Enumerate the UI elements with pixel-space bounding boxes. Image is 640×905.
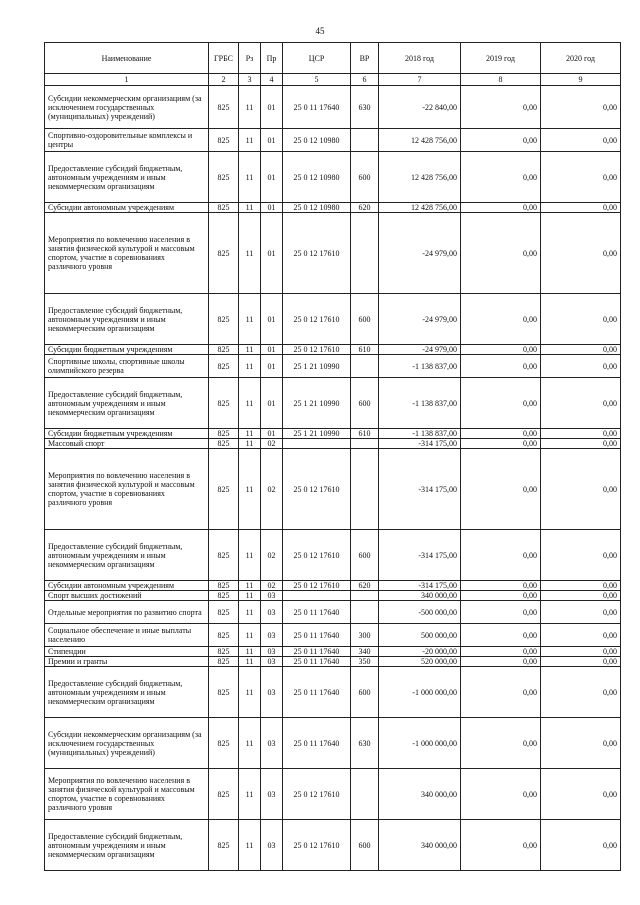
row-name-cell: Мероприятия по вовлечению населения в занятия физической культурой и массовым спортом, участие в соревнованиях различного уровня xyxy=(45,769,209,820)
row-csr-cell xyxy=(283,439,351,449)
column-number: 3 xyxy=(239,74,261,86)
row-2019-cell: 0,00 xyxy=(461,530,541,581)
row-pr-cell: 01 xyxy=(261,152,283,203)
row-2019-cell: 0,00 xyxy=(461,718,541,769)
row-vr-cell: 600 xyxy=(351,820,379,871)
row-name-cell: Субсидии бюджетным учреждениям xyxy=(45,345,209,355)
row-csr-cell: 25 1 21 10990 xyxy=(283,355,351,378)
row-csr-cell: 25 0 11 17640 xyxy=(283,647,351,657)
row-rz-cell: 11 xyxy=(239,355,261,378)
row-name-cell: Субсидии автономным учреждениям xyxy=(45,581,209,591)
row-grbs-cell: 825 xyxy=(209,429,239,439)
row-2020-cell: 0,00 xyxy=(541,718,621,769)
row-pr-cell: 03 xyxy=(261,591,283,601)
row-rz-cell: 11 xyxy=(239,591,261,601)
row-pr-cell: 01 xyxy=(261,429,283,439)
column-number: 1 xyxy=(45,74,209,86)
row-pr-cell: 03 xyxy=(261,769,283,820)
row-2018-cell: -500 000,00 xyxy=(379,601,461,624)
row-2020-cell: 0,00 xyxy=(541,213,621,294)
row-2018-cell: -24 979,00 xyxy=(379,294,461,345)
budget-table xyxy=(44,42,621,871)
row-vr-cell xyxy=(351,769,379,820)
row-grbs-cell: 825 xyxy=(209,439,239,449)
row-2020-cell: 0,00 xyxy=(541,294,621,345)
row-rz-cell: 11 xyxy=(239,769,261,820)
row-2019-cell: 0,00 xyxy=(461,624,541,647)
row-csr-cell: 25 0 12 10980 xyxy=(283,152,351,203)
row-grbs-cell: 825 xyxy=(209,294,239,345)
row-vr-cell xyxy=(351,449,379,530)
row-vr-cell: 610 xyxy=(351,345,379,355)
row-2020-cell: 0,00 xyxy=(541,530,621,581)
row-2020-cell: 0,00 xyxy=(541,429,621,439)
row-pr-cell: 03 xyxy=(261,657,283,667)
row-2019-cell: 0,00 xyxy=(461,429,541,439)
table-row xyxy=(45,429,621,439)
row-grbs-cell: 825 xyxy=(209,86,239,129)
row-csr-cell: 25 0 12 17610 xyxy=(283,345,351,355)
row-rz-cell: 11 xyxy=(239,152,261,203)
row-2020-cell: 0,00 xyxy=(541,345,621,355)
row-name-cell: Субсидии некоммерческим организациям (за исключением государственных (муниципальных) учреждений) xyxy=(45,718,209,769)
row-vr-cell: 600 xyxy=(351,152,379,203)
row-vr-cell: 630 xyxy=(351,86,379,129)
row-name-cell: Спортивные школы, спортивные школы олимпийского резерва xyxy=(45,355,209,378)
row-csr-cell: 25 0 12 17610 xyxy=(283,530,351,581)
row-vr-cell xyxy=(351,601,379,624)
row-grbs-cell: 825 xyxy=(209,647,239,657)
row-rz-cell: 11 xyxy=(239,378,261,429)
row-csr-cell xyxy=(283,591,351,601)
row-csr-cell: 25 0 12 17610 xyxy=(283,213,351,294)
row-pr-cell: 03 xyxy=(261,647,283,657)
row-grbs-cell: 825 xyxy=(209,345,239,355)
row-rz-cell: 11 xyxy=(239,203,261,213)
table-row xyxy=(45,581,621,591)
row-csr-cell: 25 0 11 17640 xyxy=(283,718,351,769)
row-pr-cell: 01 xyxy=(261,378,283,429)
row-rz-cell: 11 xyxy=(239,647,261,657)
row-rz-cell: 11 xyxy=(239,718,261,769)
row-2020-cell: 0,00 xyxy=(541,449,621,530)
header-rz: Рз xyxy=(239,43,261,74)
row-rz-cell: 11 xyxy=(239,449,261,530)
row-2019-cell: 0,00 xyxy=(461,213,541,294)
row-2019-cell: 0,00 xyxy=(461,86,541,129)
column-number: 9 xyxy=(541,74,621,86)
column-number-row xyxy=(45,74,621,86)
row-name-cell: Отдельные мероприятия по развитию спорта xyxy=(45,601,209,624)
row-2020-cell: 0,00 xyxy=(541,581,621,591)
row-pr-cell: 01 xyxy=(261,294,283,345)
row-grbs-cell: 825 xyxy=(209,355,239,378)
row-grbs-cell: 825 xyxy=(209,601,239,624)
row-rz-cell: 11 xyxy=(239,657,261,667)
row-2018-cell: 340 000,00 xyxy=(379,820,461,871)
row-2018-cell: -1 138 837,00 xyxy=(379,378,461,429)
row-2018-cell: -24 979,00 xyxy=(379,345,461,355)
row-2020-cell: 0,00 xyxy=(541,647,621,657)
header-csr: ЦСР xyxy=(283,43,351,74)
row-pr-cell: 01 xyxy=(261,86,283,129)
row-2019-cell: 0,00 xyxy=(461,769,541,820)
table-row xyxy=(45,345,621,355)
row-2018-cell: -24 979,00 xyxy=(379,213,461,294)
row-pr-cell: 02 xyxy=(261,449,283,530)
row-rz-cell: 11 xyxy=(239,439,261,449)
row-2018-cell: -1 000 000,00 xyxy=(379,718,461,769)
row-2018-cell: -20 000,00 xyxy=(379,647,461,657)
row-rz-cell: 11 xyxy=(239,667,261,718)
column-number: 5 xyxy=(283,74,351,86)
table-row xyxy=(45,769,621,820)
row-2018-cell: 340 000,00 xyxy=(379,591,461,601)
table-row xyxy=(45,667,621,718)
row-rz-cell: 11 xyxy=(239,429,261,439)
row-csr-cell: 25 0 11 17640 xyxy=(283,601,351,624)
row-rz-cell: 11 xyxy=(239,530,261,581)
row-grbs-cell: 825 xyxy=(209,213,239,294)
row-2018-cell: -314 175,00 xyxy=(379,581,461,591)
row-2020-cell: 0,00 xyxy=(541,129,621,152)
row-rz-cell: 11 xyxy=(239,820,261,871)
table-row xyxy=(45,591,621,601)
row-2020-cell: 0,00 xyxy=(541,86,621,129)
header-row xyxy=(45,43,621,74)
row-pr-cell: 03 xyxy=(261,718,283,769)
row-name-cell: Спорт высших достижений xyxy=(45,591,209,601)
header-2018: 2018 год xyxy=(379,43,461,74)
row-csr-cell: 25 0 12 17610 xyxy=(283,294,351,345)
table-row xyxy=(45,152,621,203)
row-csr-cell: 25 0 11 17640 xyxy=(283,86,351,129)
header-vr: ВР xyxy=(351,43,379,74)
row-grbs-cell: 825 xyxy=(209,449,239,530)
row-2018-cell: 12 428 756,00 xyxy=(379,129,461,152)
row-2020-cell: 0,00 xyxy=(541,769,621,820)
table-row xyxy=(45,439,621,449)
row-2018-cell: -314 175,00 xyxy=(379,530,461,581)
row-name-cell: Субсидии бюджетным учреждениям xyxy=(45,429,209,439)
row-2019-cell: 0,00 xyxy=(461,439,541,449)
row-2018-cell: -22 840,00 xyxy=(379,86,461,129)
header-name: Наименование xyxy=(45,43,209,74)
row-rz-cell: 11 xyxy=(239,345,261,355)
row-vr-cell xyxy=(351,439,379,449)
table-row xyxy=(45,647,621,657)
row-csr-cell: 25 0 12 10980 xyxy=(283,129,351,152)
row-pr-cell: 01 xyxy=(261,355,283,378)
column-number: 2 xyxy=(209,74,239,86)
row-pr-cell: 01 xyxy=(261,213,283,294)
row-name-cell: Предоставление субсидий бюджетным, автономным учреждениям и иным некоммерческим организациям xyxy=(45,820,209,871)
row-csr-cell: 25 0 12 10980 xyxy=(283,203,351,213)
row-name-cell: Предоставление субсидий бюджетным, автономным учреждениям и иным некоммерческим организациям xyxy=(45,378,209,429)
row-rz-cell: 11 xyxy=(239,129,261,152)
row-grbs-cell: 825 xyxy=(209,657,239,667)
row-2019-cell: 0,00 xyxy=(461,345,541,355)
row-csr-cell: 25 0 11 17640 xyxy=(283,624,351,647)
row-2019-cell: 0,00 xyxy=(461,657,541,667)
row-pr-cell: 03 xyxy=(261,667,283,718)
table-row xyxy=(45,86,621,129)
row-name-cell: Премии и гранты xyxy=(45,657,209,667)
row-name-cell: Спортивно-оздоровительные комплексы и центры xyxy=(45,129,209,152)
row-2019-cell: 0,00 xyxy=(461,449,541,530)
row-2020-cell: 0,00 xyxy=(541,624,621,647)
row-vr-cell: 350 xyxy=(351,657,379,667)
row-csr-cell: 25 0 11 17640 xyxy=(283,657,351,667)
row-2018-cell: 500 000,00 xyxy=(379,624,461,647)
row-2020-cell: 0,00 xyxy=(541,820,621,871)
row-2018-cell: 12 428 756,00 xyxy=(379,152,461,203)
row-2019-cell: 0,00 xyxy=(461,667,541,718)
row-2019-cell: 0,00 xyxy=(461,820,541,871)
page-number: 45 xyxy=(315,26,325,36)
row-2018-cell: 340 000,00 xyxy=(379,769,461,820)
row-csr-cell: 25 0 12 17610 xyxy=(283,769,351,820)
row-2020-cell: 0,00 xyxy=(541,355,621,378)
row-name-cell: Мероприятия по вовлечению населения в занятия физической культурой и массовым спортом, участие в соревнованиях различного уровня xyxy=(45,449,209,530)
row-vr-cell: 600 xyxy=(351,530,379,581)
row-pr-cell: 01 xyxy=(261,129,283,152)
row-vr-cell xyxy=(351,355,379,378)
row-2020-cell: 0,00 xyxy=(541,601,621,624)
row-csr-cell: 25 0 12 17610 xyxy=(283,581,351,591)
row-grbs-cell: 825 xyxy=(209,530,239,581)
row-name-cell: Субсидии некоммерческим организациям (за исключением государственных (муниципальных) учреждений) xyxy=(45,86,209,129)
row-name-cell: Мероприятия по вовлечению населения в занятия физической культурой и массовым спортом, участие в соревнованиях различного уровня xyxy=(45,213,209,294)
row-name-cell: Предоставление субсидий бюджетным, автономным учреждениям и иным некоммерческим организациям xyxy=(45,667,209,718)
row-csr-cell: 25 1 21 10990 xyxy=(283,429,351,439)
row-2019-cell: 0,00 xyxy=(461,294,541,345)
row-2020-cell: 0,00 xyxy=(541,591,621,601)
row-grbs-cell: 825 xyxy=(209,769,239,820)
row-pr-cell: 02 xyxy=(261,581,283,591)
row-vr-cell: 340 xyxy=(351,647,379,657)
row-2018-cell: -1 138 837,00 xyxy=(379,355,461,378)
row-pr-cell: 02 xyxy=(261,439,283,449)
row-2019-cell: 0,00 xyxy=(461,601,541,624)
row-name-cell: Массовый спорт xyxy=(45,439,209,449)
table-row xyxy=(45,820,621,871)
table-row xyxy=(45,530,621,581)
row-2020-cell: 0,00 xyxy=(541,657,621,667)
header-pr: Пр xyxy=(261,43,283,74)
row-grbs-cell: 825 xyxy=(209,581,239,591)
column-number: 4 xyxy=(261,74,283,86)
table-row xyxy=(45,449,621,530)
row-grbs-cell: 825 xyxy=(209,718,239,769)
table-row xyxy=(45,203,621,213)
row-2019-cell: 0,00 xyxy=(461,378,541,429)
row-grbs-cell: 825 xyxy=(209,820,239,871)
row-vr-cell: 620 xyxy=(351,581,379,591)
row-name-cell: Предоставление субсидий бюджетным, автономным учреждениям и иным некоммерческим организациям xyxy=(45,530,209,581)
row-2020-cell: 0,00 xyxy=(541,203,621,213)
row-csr-cell: 25 0 12 17610 xyxy=(283,820,351,871)
row-2018-cell: -314 175,00 xyxy=(379,449,461,530)
row-name-cell: Социальное обеспечение и иные выплаты населению xyxy=(45,624,209,647)
row-name-cell: Предоставление субсидий бюджетным, автономным учреждениям и иным некоммерческим организациям xyxy=(45,152,209,203)
row-name-cell: Субсидии автономным учреждениям xyxy=(45,203,209,213)
column-number: 8 xyxy=(461,74,541,86)
table-row xyxy=(45,657,621,667)
table-row xyxy=(45,129,621,152)
header-2020: 2020 год xyxy=(541,43,621,74)
row-2019-cell: 0,00 xyxy=(461,647,541,657)
row-vr-cell xyxy=(351,591,379,601)
table-row xyxy=(45,213,621,294)
table-row xyxy=(45,294,621,345)
table-row xyxy=(45,378,621,429)
row-grbs-cell: 825 xyxy=(209,129,239,152)
row-pr-cell: 03 xyxy=(261,601,283,624)
row-2018-cell: 12 428 756,00 xyxy=(379,203,461,213)
row-vr-cell: 610 xyxy=(351,429,379,439)
row-vr-cell: 600 xyxy=(351,667,379,718)
row-grbs-cell: 825 xyxy=(209,667,239,718)
row-name-cell: Стипендии xyxy=(45,647,209,657)
row-grbs-cell: 825 xyxy=(209,591,239,601)
row-pr-cell: 01 xyxy=(261,345,283,355)
row-pr-cell: 02 xyxy=(261,530,283,581)
table-row xyxy=(45,355,621,378)
row-grbs-cell: 825 xyxy=(209,378,239,429)
table-row xyxy=(45,601,621,624)
row-csr-cell: 25 0 12 17610 xyxy=(283,449,351,530)
row-rz-cell: 11 xyxy=(239,86,261,129)
row-vr-cell: 300 xyxy=(351,624,379,647)
row-2018-cell: 520 000,00 xyxy=(379,657,461,667)
row-2020-cell: 0,00 xyxy=(541,439,621,449)
row-2020-cell: 0,00 xyxy=(541,667,621,718)
row-rz-cell: 11 xyxy=(239,294,261,345)
row-pr-cell: 01 xyxy=(261,203,283,213)
column-number: 7 xyxy=(379,74,461,86)
row-rz-cell: 11 xyxy=(239,624,261,647)
row-csr-cell: 25 0 11 17640 xyxy=(283,667,351,718)
table-row xyxy=(45,718,621,769)
row-rz-cell: 11 xyxy=(239,581,261,591)
row-2018-cell: -314 175,00 xyxy=(379,439,461,449)
header-2019: 2019 год xyxy=(461,43,541,74)
row-pr-cell: 03 xyxy=(261,624,283,647)
row-grbs-cell: 825 xyxy=(209,152,239,203)
row-2019-cell: 0,00 xyxy=(461,152,541,203)
row-2018-cell: -1 138 837,00 xyxy=(379,429,461,439)
row-vr-cell: 630 xyxy=(351,718,379,769)
row-vr-cell xyxy=(351,129,379,152)
row-vr-cell: 620 xyxy=(351,203,379,213)
column-number: 6 xyxy=(351,74,379,86)
row-csr-cell: 25 1 21 10990 xyxy=(283,378,351,429)
row-rz-cell: 11 xyxy=(239,213,261,294)
row-vr-cell: 600 xyxy=(351,294,379,345)
row-2020-cell: 0,00 xyxy=(541,152,621,203)
row-vr-cell: 600 xyxy=(351,378,379,429)
row-2020-cell: 0,00 xyxy=(541,378,621,429)
row-grbs-cell: 825 xyxy=(209,624,239,647)
row-2019-cell: 0,00 xyxy=(461,591,541,601)
row-name-cell: Предоставление субсидий бюджетным, автономным учреждениям и иным некоммерческим организациям xyxy=(45,294,209,345)
row-rz-cell: 11 xyxy=(239,601,261,624)
row-2019-cell: 0,00 xyxy=(461,129,541,152)
table-row xyxy=(45,624,621,647)
row-2018-cell: -1 000 000,00 xyxy=(379,667,461,718)
header-grbs: ГРБС xyxy=(209,43,239,74)
row-pr-cell: 03 xyxy=(261,820,283,871)
row-2019-cell: 0,00 xyxy=(461,203,541,213)
row-grbs-cell: 825 xyxy=(209,203,239,213)
row-vr-cell xyxy=(351,213,379,294)
row-2019-cell: 0,00 xyxy=(461,581,541,591)
row-2019-cell: 0,00 xyxy=(461,355,541,378)
